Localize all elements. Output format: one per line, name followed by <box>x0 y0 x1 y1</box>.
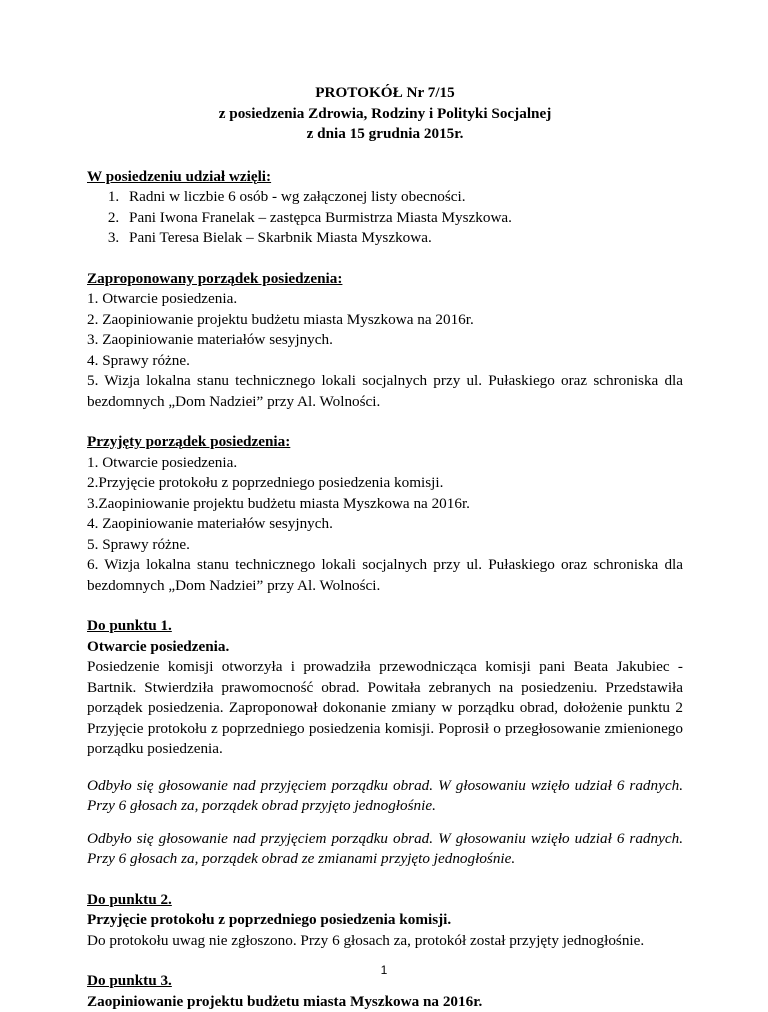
list-item: 5. Sprawy różne. <box>87 535 683 556</box>
protocol-number: PROTOKÓŁ Nr 7/15 <box>87 83 683 104</box>
proposed-agenda-heading: Zaproponowany porządek posiedzenia: <box>87 269 683 290</box>
document-page <box>87 83 683 1012</box>
protocol-subject: z posiedzenia Zdrowia, Rodziny i Polityki Socjalnej <box>87 104 683 125</box>
attendance-section <box>87 167 683 249</box>
point2-heading: Do punktu 2. <box>87 890 683 911</box>
proposed-agenda-section <box>87 269 683 413</box>
point1-text: Posiedzenie komisji otworzyła i prowadziła przewodnicząca komisji pani Beata Jakubiec - Bartnik. Stwierdziła prawomocność obrad. Powitała zebranych na posiedzeniu. Przedstawiła porządek posiedzenia. Zaproponował dokonanie zmiany w porządku obrad, dołożenie punktu 2 Przyjęcie protokołu z poprzedniego posiedzenia komisji. Poprosił o przegłosowanie zmienionego porządku posiedzenia. <box>87 657 683 760</box>
adopted-agenda-heading: Przyjęty porządek posiedzenia: <box>87 432 683 453</box>
protocol-date: z dnia 15 grudnia 2015r. <box>87 124 683 145</box>
point2-section <box>87 890 683 952</box>
page-number: 1 <box>0 960 768 981</box>
list-item: 1. Radni w liczbie 6 osób - wg załączonej listy obecności. <box>123 187 683 208</box>
list-item: 4. Sprawy różne. <box>87 351 683 372</box>
adopted-agenda-section <box>87 432 683 596</box>
point1-heading: Do punktu 1. <box>87 616 683 637</box>
list-item: 5. Wizja lokalna stanu technicznego lokali socjalnych przy ul. Pułaskiego oraz schroniska dla bezdomnych „Dom Nadziei” przy Al. Wolności. <box>87 371 683 412</box>
list-item: 6. Wizja lokalna stanu technicznego lokali socjalnych przy ul. Pułaskiego oraz schroniska dla bezdomnych „Dom Nadziei” przy Al. Wolności. <box>87 555 683 596</box>
point3-subheading: Zaopiniowanie projektu budżetu miasta Myszkowa na 2016r. <box>87 992 683 1012</box>
point2-subheading: Przyjęcie protokołu z poprzedniego posiedzenia komisji. <box>87 910 683 931</box>
list-item: 1. Otwarcie posiedzenia. <box>87 289 683 310</box>
document-title <box>87 83 683 145</box>
list-item: 1. Otwarcie posiedzenia. <box>87 453 683 474</box>
point1-section <box>87 616 683 870</box>
list-item: 2. Pani Iwona Franelak – zastępca Burmistrza Miasta Myszkowa. <box>123 208 683 229</box>
list-item: 2. Zaopiniowanie projektu budżetu miasta Myszkowa na 2016r. <box>87 310 683 331</box>
list-item: 3.Zaopiniowanie projektu budżetu miasta Myszkowa na 2016r. <box>87 494 683 515</box>
vote-result: Odbyło się głosowanie nad przyjęciem porządku obrad. W głosowaniu wzięło udział 6 radnych. Przy 6 głosach za, porządek obrad ze zmianami przyjęto jednogłośnie. <box>87 829 683 870</box>
point3-heading: Do punktu 3. <box>87 971 683 992</box>
point2-text: Do protokołu uwag nie zgłoszono. Przy 6 głosach za, protokół został przyjęty jednogłośnie. <box>87 931 683 952</box>
vote-result: Odbyło się głosowanie nad przyjęciem porządku obrad. W głosowaniu wzięło udział 6 radnych. Przy 6 głosach za, porządek obrad przyjęto jednogłośnie. <box>87 776 683 817</box>
list-item: 3. Pani Teresa Bielak – Skarbnik Miasta Myszkowa. <box>123 228 683 249</box>
attendance-heading: W posiedzeniu udział wzięli: <box>87 167 683 188</box>
point1-subheading: Otwarcie posiedzenia. <box>87 637 683 658</box>
list-item: 2.Przyjęcie protokołu z poprzedniego posiedzenia komisji. <box>87 473 683 494</box>
attendance-list <box>87 187 683 249</box>
list-item: 3. Zaopiniowanie materiałów sesyjnych. <box>87 330 683 351</box>
list-item: 4. Zaopiniowanie materiałów sesyjnych. <box>87 514 683 535</box>
